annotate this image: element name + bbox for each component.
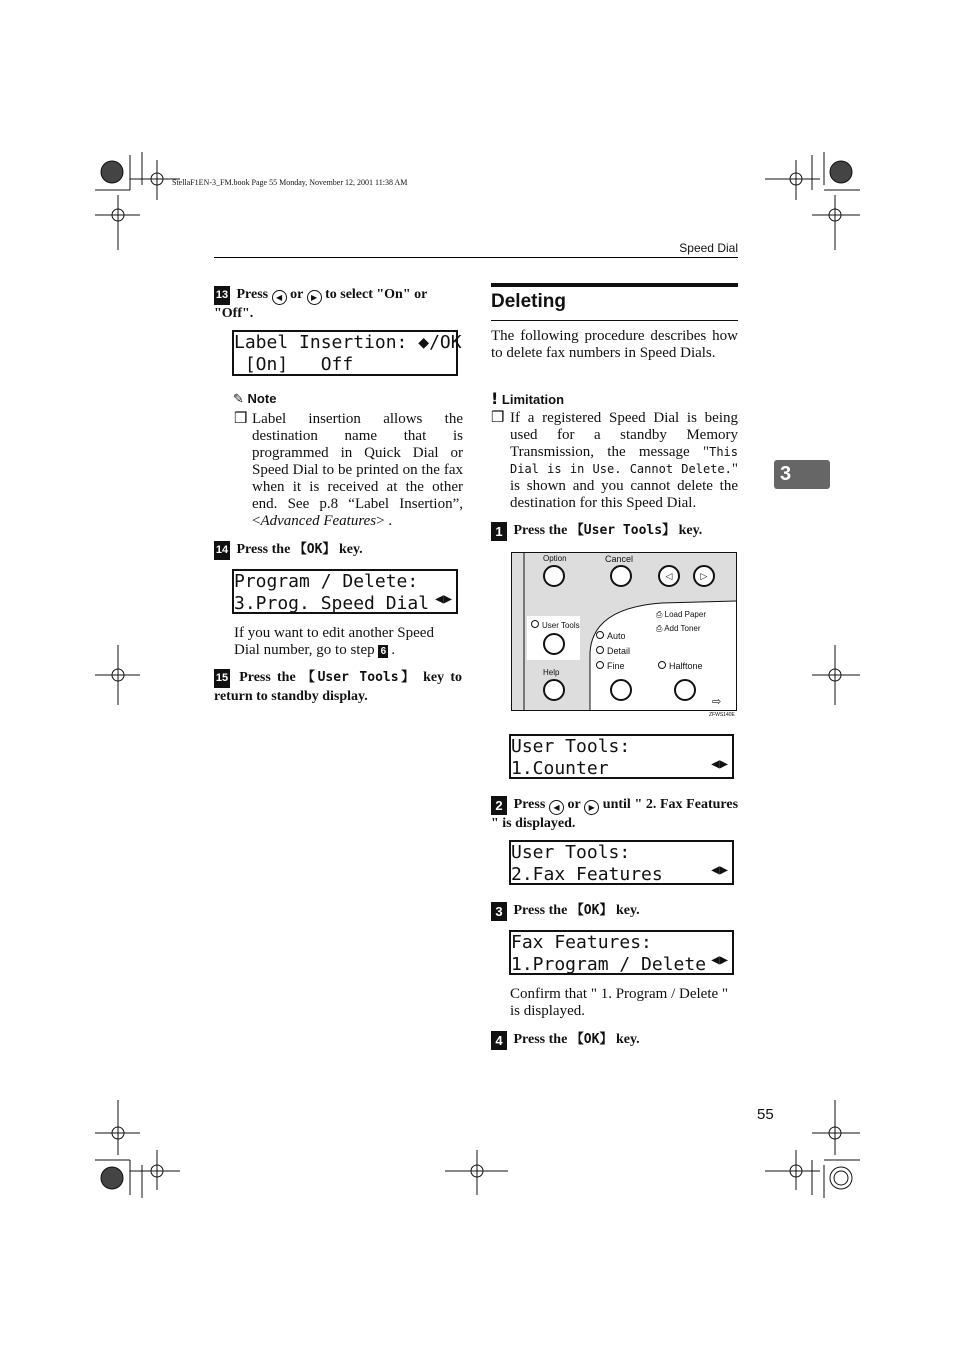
step-text: key. <box>338 542 363 557</box>
print-meta: StellaF1EN-3_FM.book Page 55 Monday, November 12, 2001 11:38 AM <box>172 178 408 187</box>
step-4 <box>491 1031 738 1050</box>
step-text: Press <box>513 797 546 812</box>
step-text: Press the <box>513 903 568 918</box>
left-arrow-icon: ◀ <box>272 290 287 305</box>
lcd-line-1: Label Insertion: ◆/OK <box>234 332 462 353</box>
ok-key-label: 【OK】 <box>293 542 336 557</box>
lcd-display-user-tools-counter <box>509 734 734 779</box>
user-tools-key-label: 【User Tools】 <box>301 670 417 685</box>
ok-key-label: 【OK】 <box>570 1032 613 1047</box>
scroll-arrows-icon: ◀▶ <box>435 591 452 607</box>
step-text: Press the <box>513 1032 568 1047</box>
exclamation-icon: ! <box>491 389 499 408</box>
checkbox-icon: ❒ <box>491 410 505 426</box>
step-text: Press <box>236 287 269 302</box>
limitation-title <box>491 389 564 408</box>
step-13 <box>214 286 462 322</box>
fine-label: Fine <box>596 661 625 671</box>
step-text: key. <box>615 1032 640 1047</box>
limitation-title-text: Limitation <box>501 392 565 407</box>
step-number: 2 <box>491 796 507 815</box>
lcd-line-2: 1.Program / Delete <box>511 954 707 975</box>
user-tools-button[interactable] <box>543 633 565 655</box>
lcd-display-user-tools-fax <box>509 840 734 885</box>
ok-key-label: 【OK】 <box>570 903 613 918</box>
scroll-arrows-icon: ◀▶ <box>711 862 728 878</box>
scroll-arrows-icon: ◀▶ <box>711 756 728 772</box>
user-tools-key-label: 【User Tools】 <box>570 523 676 538</box>
limitation-text: If a registered Speed Dial is being used for a standby Memory Transmission, the message " <box>510 410 738 460</box>
header-rule <box>214 257 738 258</box>
lcd-display-fax-features <box>509 930 734 975</box>
limitation-text: " is shown and you cannot delete the destination for this Speed Dial. <box>510 461 738 511</box>
right-arrow-button[interactable]: ▷ <box>693 565 715 587</box>
step-number: 14 <box>214 541 230 560</box>
step-text: to select "On" or "Off". <box>214 287 428 321</box>
control-panel-illustration <box>511 552 737 711</box>
limitation-body <box>491 410 738 512</box>
step-number: 3 <box>491 902 507 921</box>
heading-rule-bottom <box>491 320 738 321</box>
right-arrow-icon: ▶ <box>307 290 322 305</box>
right-arrow-icon: ▶ <box>584 800 599 815</box>
start-icon: ⇨ <box>712 696 722 708</box>
step-text: key. <box>678 523 703 538</box>
lcd-display-program-delete <box>232 569 458 614</box>
halftone-label: Halftone <box>658 661 703 671</box>
lcd-line-2: 1.Counter <box>511 758 609 779</box>
note-text: > . <box>376 513 393 529</box>
halftone-button[interactable] <box>674 679 696 701</box>
lcd-line-2: 3.Prog. Speed Dial <box>234 593 430 614</box>
note-title <box>233 391 276 407</box>
section-intro: The following procedure describes how to delete fax numbers in Speed Dials. <box>491 328 738 361</box>
scroll-arrows-icon: ◀▶ <box>711 952 728 968</box>
step-text: Press the <box>239 670 296 685</box>
resolution-button[interactable] <box>610 679 632 701</box>
lcd-line-1: User Tools: <box>511 842 631 863</box>
help-button[interactable] <box>543 679 565 701</box>
add-toner-label: ⎙ Add Toner <box>656 624 701 633</box>
page-number: 55 <box>757 1106 774 1123</box>
lcd-line-2: 2.Fax Features <box>511 864 663 885</box>
step-2 <box>491 796 738 832</box>
running-header: Speed Dial <box>679 241 738 255</box>
step-number: 13 <box>214 286 230 305</box>
left-arrow-icon: ◀ <box>549 800 564 815</box>
lcd-line-2: [On] Off <box>234 354 354 375</box>
step-text: key. <box>615 903 640 918</box>
step-text: or <box>290 287 304 302</box>
step-14 <box>214 541 462 560</box>
option-label: Option <box>543 554 567 563</box>
step-number: 15 <box>214 669 230 688</box>
step-text: until " 2. Fax Features " is displayed. <box>491 797 739 831</box>
heading-rule-top <box>491 283 738 287</box>
help-label: Help <box>543 668 560 677</box>
option-button[interactable] <box>543 565 565 587</box>
step-text: key to return to standby display. <box>214 670 462 704</box>
lcd-line-1: Program / Delete: <box>234 571 419 592</box>
checkbox-icon: ❒ <box>234 411 248 427</box>
step-number: 4 <box>491 1031 507 1050</box>
step-text: or <box>567 797 581 812</box>
limitation-message: This Dial is in Use. Cannot Delete. <box>510 445 738 476</box>
chapter-tab-number: 3 <box>780 463 792 485</box>
step-15 <box>214 669 462 705</box>
pencil-icon: ✎ <box>233 392 244 407</box>
load-paper-label: ⎙ Load Paper <box>656 610 706 619</box>
step-1 <box>491 522 738 541</box>
cancel-button[interactable] <box>610 565 632 587</box>
step-text: Press the <box>236 542 291 557</box>
detail-label: Detail <box>596 646 630 656</box>
step-14-follow <box>234 625 463 659</box>
chapter-tab <box>774 460 830 489</box>
section-heading: Deleting <box>491 291 566 312</box>
step-number: 1 <box>491 522 507 541</box>
auto-label: Auto <box>596 631 626 641</box>
lcd-line-1: User Tools: <box>511 736 631 757</box>
step-3 <box>491 902 738 921</box>
cancel-label: Cancel <box>605 554 634 564</box>
step-text: Press the <box>513 523 568 538</box>
follow-text: . <box>391 642 396 658</box>
step-ref-badge: 6 <box>378 645 388 658</box>
note-title-text: Note <box>247 391 277 406</box>
step-3-follow: Confirm that " 1. Program / Delete " is displayed. <box>510 986 729 1019</box>
figure-code: ZFWS140E <box>709 712 735 718</box>
note-text: Label insertion allows the destination name that is programmed in Quick Dial or Speed Dial to be printed on the fax when it is received at the other end. See p.8 “Label Insertion”, < <box>252 411 463 529</box>
lcd-line-1: Fax Features: <box>511 932 652 953</box>
user-tools-label: User Tools <box>531 620 580 630</box>
note-body <box>234 411 463 530</box>
note-reference: Advanced Features <box>260 513 377 529</box>
left-arrow-button[interactable]: ◁ <box>658 565 680 587</box>
follow-text: If you want to edit another Speed Dial number, go to step <box>234 625 434 658</box>
lcd-display-label-insertion <box>232 330 462 376</box>
